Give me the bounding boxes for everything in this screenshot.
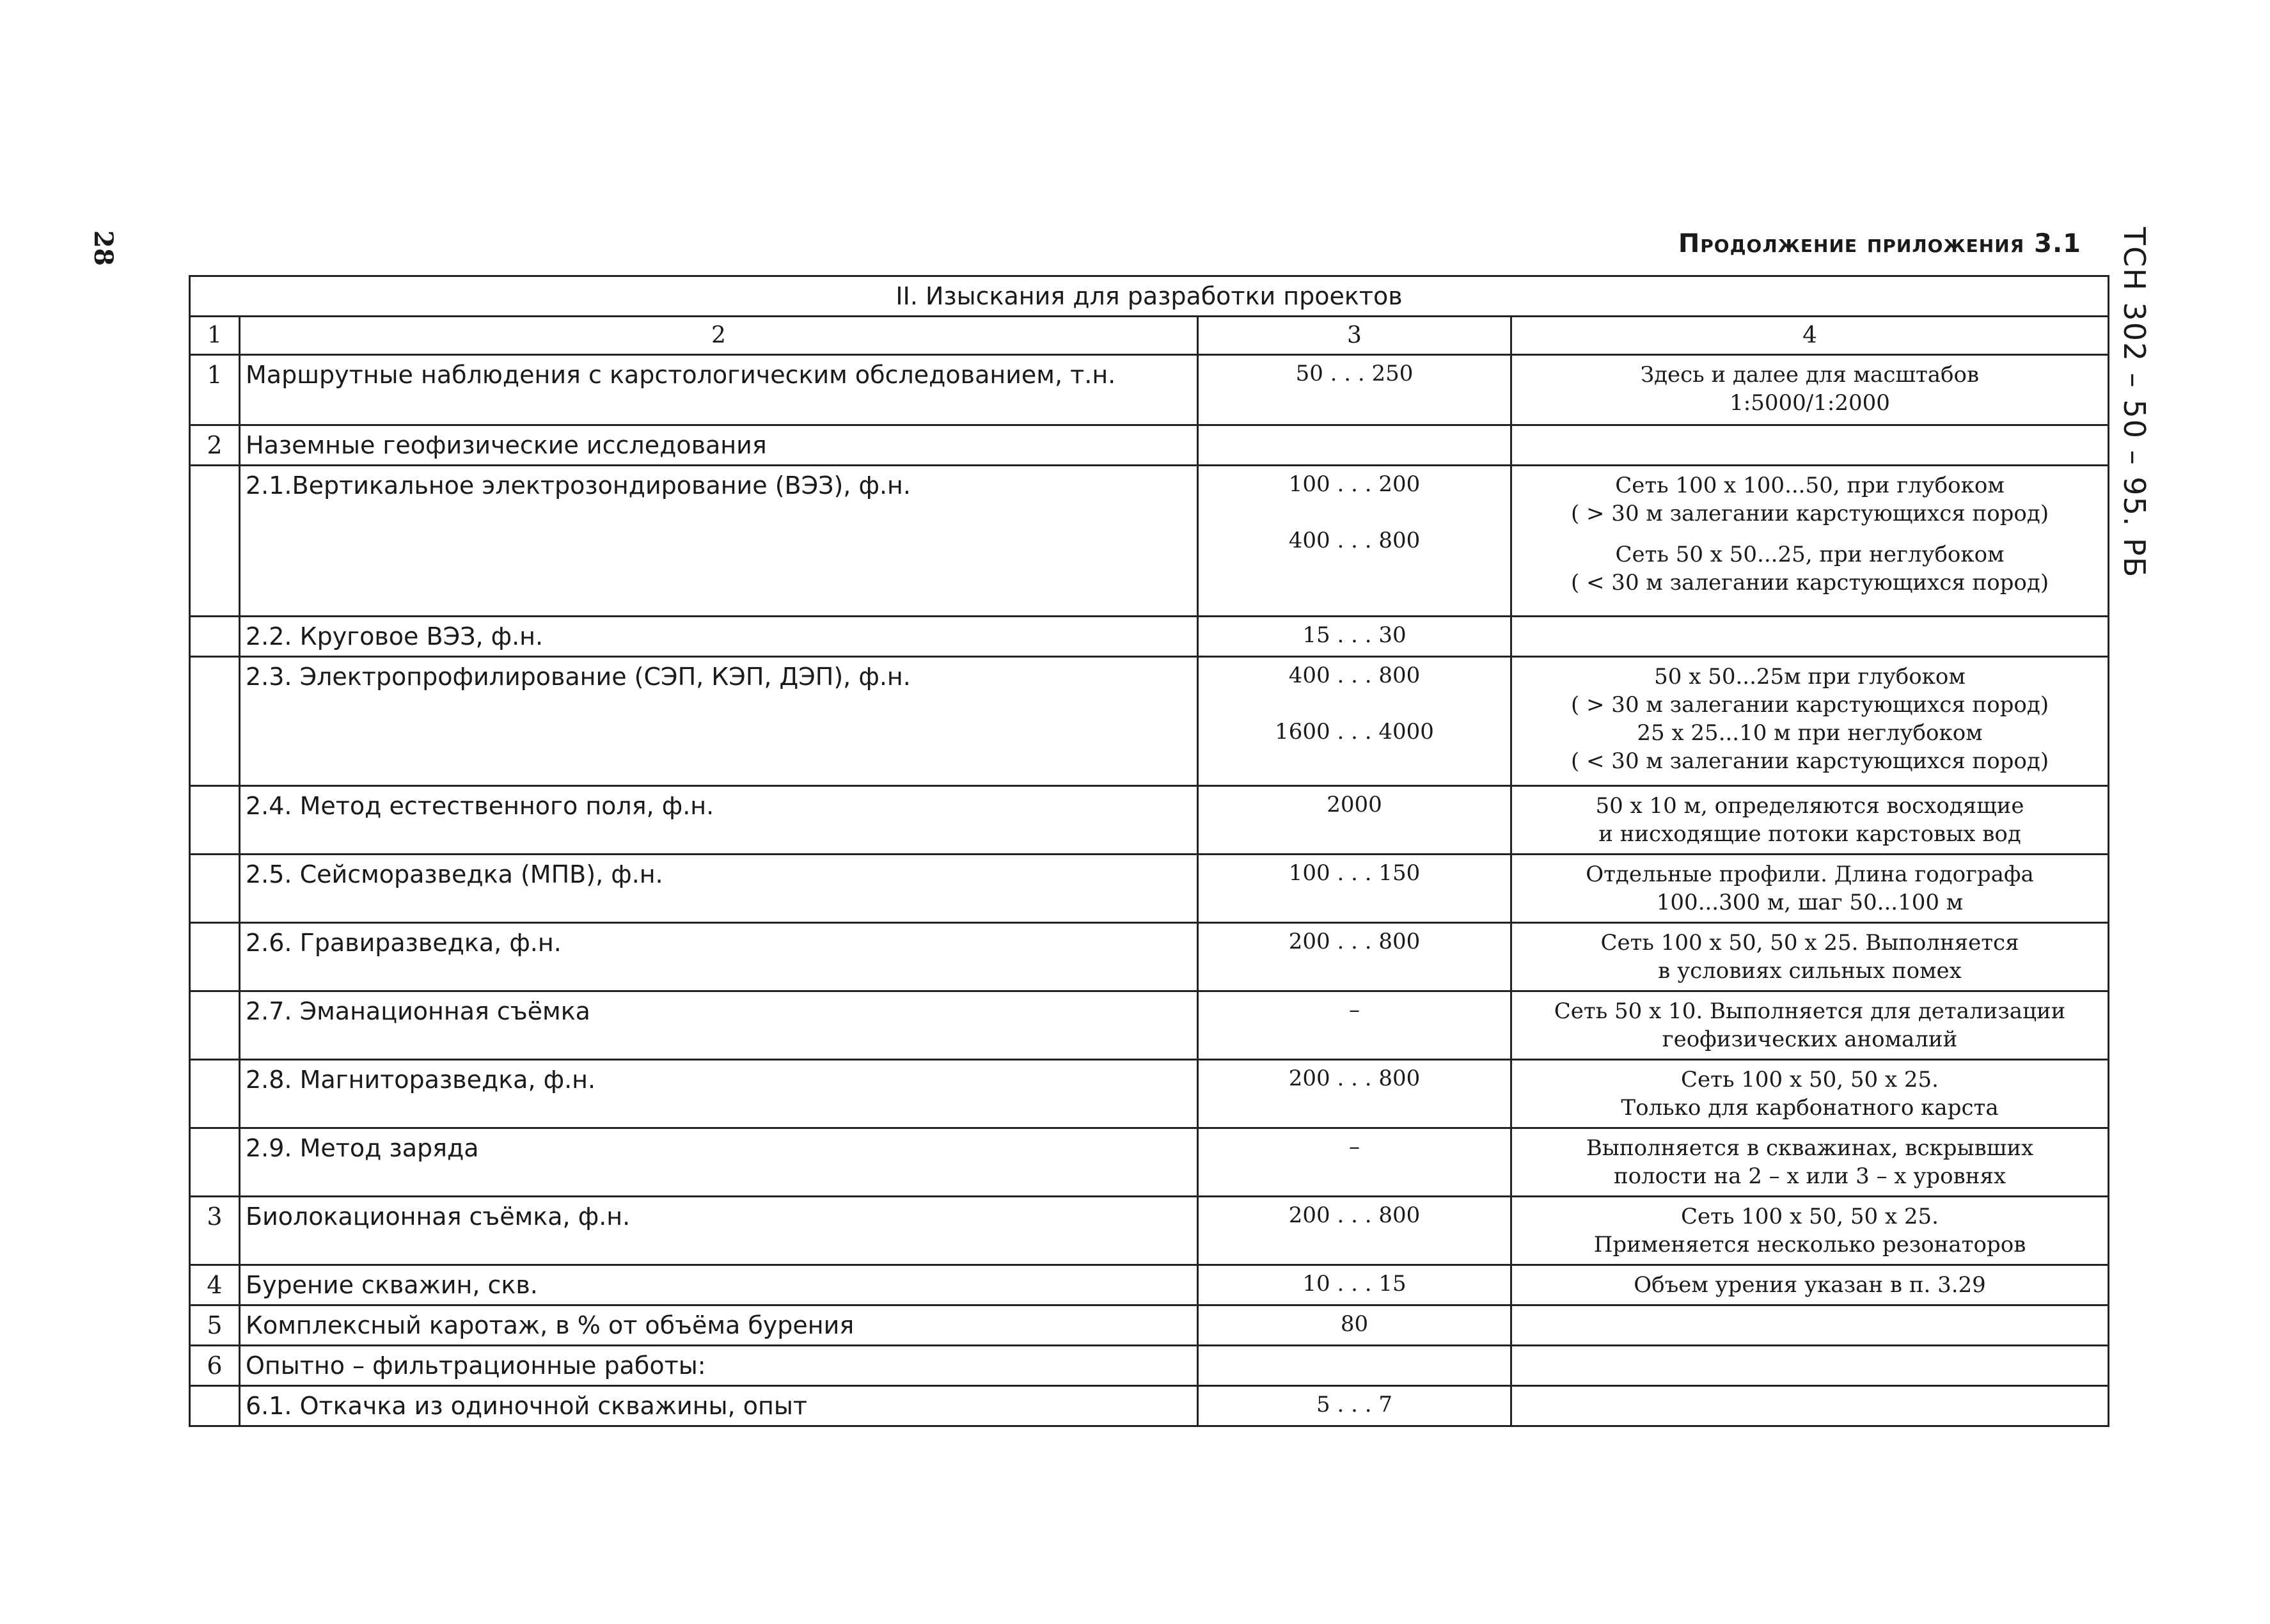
volume-cell [1198, 1128, 1511, 1197]
volume-value: 200 . . . 800 [1288, 1202, 1421, 1228]
note-line: Сеть 100 х 50, 50 х 25. Выполняется [1600, 930, 2019, 956]
note-cell [1511, 1265, 2109, 1305]
volume-cell [1198, 617, 1511, 657]
row-number [190, 1128, 240, 1197]
work-type: 2.1.Вертикальное электрозондирование (ВЭЗ), ф.н. [240, 466, 1198, 617]
row-number [190, 855, 240, 923]
table-row [190, 1386, 2109, 1426]
work-type: 2.5. Сейсморазведка (МПВ), ф.н. [240, 855, 1198, 923]
column-number: 4 [1511, 317, 2109, 355]
note-line: в условиях сильных помех [1658, 958, 1962, 984]
table-row [190, 1305, 2109, 1346]
volume-cell [1198, 991, 1511, 1060]
table-row [190, 1060, 2109, 1128]
note-line: ( > 30 м залегании карстующихся пород) [1570, 501, 2049, 526]
note-cell [1511, 1386, 2109, 1426]
volume-value: 2000 [1327, 792, 1382, 817]
work-type: 2.6. Гравиразведка, ф.н. [240, 923, 1198, 991]
table-row [190, 355, 2109, 425]
note-line: Сеть 50 х 50...25, при неглубоком [1615, 542, 2005, 567]
volume-value: 1600 . . . 4000 [1275, 719, 1434, 745]
volume-cell [1198, 466, 1511, 617]
volume-value: 100 . . . 200 [1288, 471, 1421, 497]
row-number [190, 1386, 240, 1426]
note-line: полости на 2 – х или 3 – х уровнях [1613, 1163, 2006, 1189]
note-cell [1511, 1305, 2109, 1346]
note-cell [1511, 425, 2109, 466]
note-line: 100...300 м, шаг 50...100 м [1656, 890, 1964, 915]
table-row [190, 1265, 2109, 1305]
note-cell [1511, 786, 2109, 855]
note-line: 1:5000/1:2000 [1730, 390, 1890, 416]
row-number: 4 [190, 1265, 240, 1305]
volume-cell [1198, 786, 1511, 855]
note-cell [1511, 1128, 2109, 1197]
volume-cell [1198, 355, 1511, 425]
volume-cell [1198, 855, 1511, 923]
work-type: 2.9. Метод заряда [240, 1128, 1198, 1197]
table-row [190, 923, 2109, 991]
work-type: Бурение скважин, скв. [240, 1265, 1198, 1305]
volume-value: 15 . . . 30 [1302, 622, 1407, 648]
table-row [190, 617, 2109, 657]
work-type: 2.2. Круговое ВЭЗ, ф.н. [240, 617, 1198, 657]
work-type: 2.8. Магниторазведка, ф.н. [240, 1060, 1198, 1128]
note-line: Применяется несколько резонаторов [1593, 1232, 2026, 1257]
column-number: 3 [1198, 317, 1511, 355]
note-line: ( < 30 м залегании карстующихся пород) [1570, 570, 2049, 595]
work-type: Наземные геофизические исследования [240, 425, 1198, 466]
volume-cell [1198, 1346, 1511, 1386]
row-number [190, 1060, 240, 1128]
note-line: Здесь и далее для масштабов [1640, 362, 1980, 388]
volume-value: 80 [1340, 1311, 1369, 1337]
table-row [190, 991, 2109, 1060]
volume-value: 200 . . . 800 [1288, 1066, 1421, 1091]
work-type: Комплексный каротаж, в % от объёма бурения [240, 1305, 1198, 1346]
volume-cell [1198, 923, 1511, 991]
column-number: 2 [240, 317, 1198, 355]
work-type: Биолокационная съёмка, ф.н. [240, 1197, 1198, 1265]
volume-value: 100 . . . 150 [1288, 860, 1421, 886]
note-line: ( > 30 м залегании карстующихся пород) [1570, 692, 2049, 718]
row-number: 1 [190, 355, 240, 425]
note-cell [1511, 657, 2109, 786]
volume-cell [1198, 1386, 1511, 1426]
note-line: 50 х 10 м, определяются восходящие [1595, 793, 2024, 819]
work-type: 2.4. Метод естественного поля, ф.н. [240, 786, 1198, 855]
column-numbers-row [190, 317, 2109, 355]
volume-cell [1198, 1265, 1511, 1305]
table-row [190, 1197, 2109, 1265]
row-number: 6 [190, 1346, 240, 1386]
note-cell [1511, 1197, 2109, 1265]
volume-value: 5 . . . 7 [1316, 1392, 1392, 1417]
requirements-table [189, 275, 2109, 1427]
note-line: Только для карбонатного карста [1621, 1095, 1999, 1121]
work-type: 2.7. Эманационная съёмка [240, 991, 1198, 1060]
row-number [190, 991, 240, 1060]
note-line: 50 х 50...25м при глубоком [1654, 664, 1966, 690]
volume-cell [1198, 657, 1511, 786]
row-number [190, 786, 240, 855]
volume-value: – [1349, 997, 1360, 1023]
note-cell [1511, 466, 2109, 617]
section-title-row [190, 276, 2109, 317]
row-number [190, 466, 240, 617]
row-number: 5 [190, 1305, 240, 1346]
table-row [190, 657, 2109, 786]
volume-cell [1198, 425, 1511, 466]
note-line: Выполняется в скважинах, вскрывших [1586, 1135, 2034, 1161]
note-line: ( < 30 м залегании карстующихся пород) [1570, 748, 2049, 774]
work-type: 2.3. Электропрофилирование (СЭП, КЭП, ДЭП), ф.н. [240, 657, 1198, 786]
note-line: Сеть 100 х 50, 50 х 25. [1681, 1067, 1939, 1092]
note-line: и нисходящие потоки карстовых вод [1598, 821, 2021, 847]
note-line: Сеть 100 х 100...50, при глубоком [1615, 473, 2005, 498]
row-number: 2 [190, 425, 240, 466]
work-type: Маршрутные наблюдения с карстологическим обследованием, т.н. [240, 355, 1198, 425]
note-line: Объем урения указан в п. 3.29 [1634, 1272, 1986, 1298]
note-line: Сеть 50 х 10. Выполняется для детализации [1554, 998, 2066, 1024]
row-number [190, 657, 240, 786]
work-type: Опытно – фильтрационные работы: [240, 1346, 1198, 1386]
column-number: 1 [190, 317, 240, 355]
volume-value: – [1349, 1134, 1360, 1160]
volume-cell [1198, 1197, 1511, 1265]
work-type: 6.1. Откачка из одиночной скважины, опыт [240, 1386, 1198, 1426]
note-cell [1511, 991, 2109, 1060]
table-row [190, 855, 2109, 923]
note-line: Сеть 100 х 50, 50 х 25. [1681, 1204, 1939, 1229]
note-cell [1511, 617, 2109, 657]
note-cell [1511, 1346, 2109, 1386]
document-code: ТСН 302 – 50 – 95. РБ [2117, 227, 2152, 579]
note-cell [1511, 855, 2109, 923]
row-number [190, 923, 240, 991]
note-cell [1511, 1060, 2109, 1128]
note-line: 25 х 25...10 м при неглубоком [1637, 720, 1983, 746]
note-line: Отдельные профили. Длина годографа [1586, 862, 2034, 887]
note-line: геофизических аномалий [1662, 1027, 1958, 1052]
continuation-heading: Продолжение приложения 3.1 [1678, 229, 2081, 258]
page-number: 28 [88, 230, 118, 266]
table-row [190, 786, 2109, 855]
volume-cell [1198, 1305, 1511, 1346]
volume-value: 400 . . . 800 [1288, 663, 1421, 688]
volume-value: 400 . . . 800 [1288, 528, 1421, 553]
note-cell [1511, 923, 2109, 991]
row-number: 3 [190, 1197, 240, 1265]
section-title: II. Изыскания для разработки проектов [190, 276, 2109, 317]
table-row [190, 1128, 2109, 1197]
table-row [190, 425, 2109, 466]
row-number [190, 617, 240, 657]
volume-cell [1198, 1060, 1511, 1128]
note-cell [1511, 355, 2109, 425]
table-row [190, 1346, 2109, 1386]
volume-value: 10 . . . 15 [1302, 1271, 1407, 1297]
volume-value: 50 . . . 250 [1295, 361, 1414, 386]
table-row [190, 466, 2109, 617]
volume-value: 200 . . . 800 [1288, 929, 1421, 954]
